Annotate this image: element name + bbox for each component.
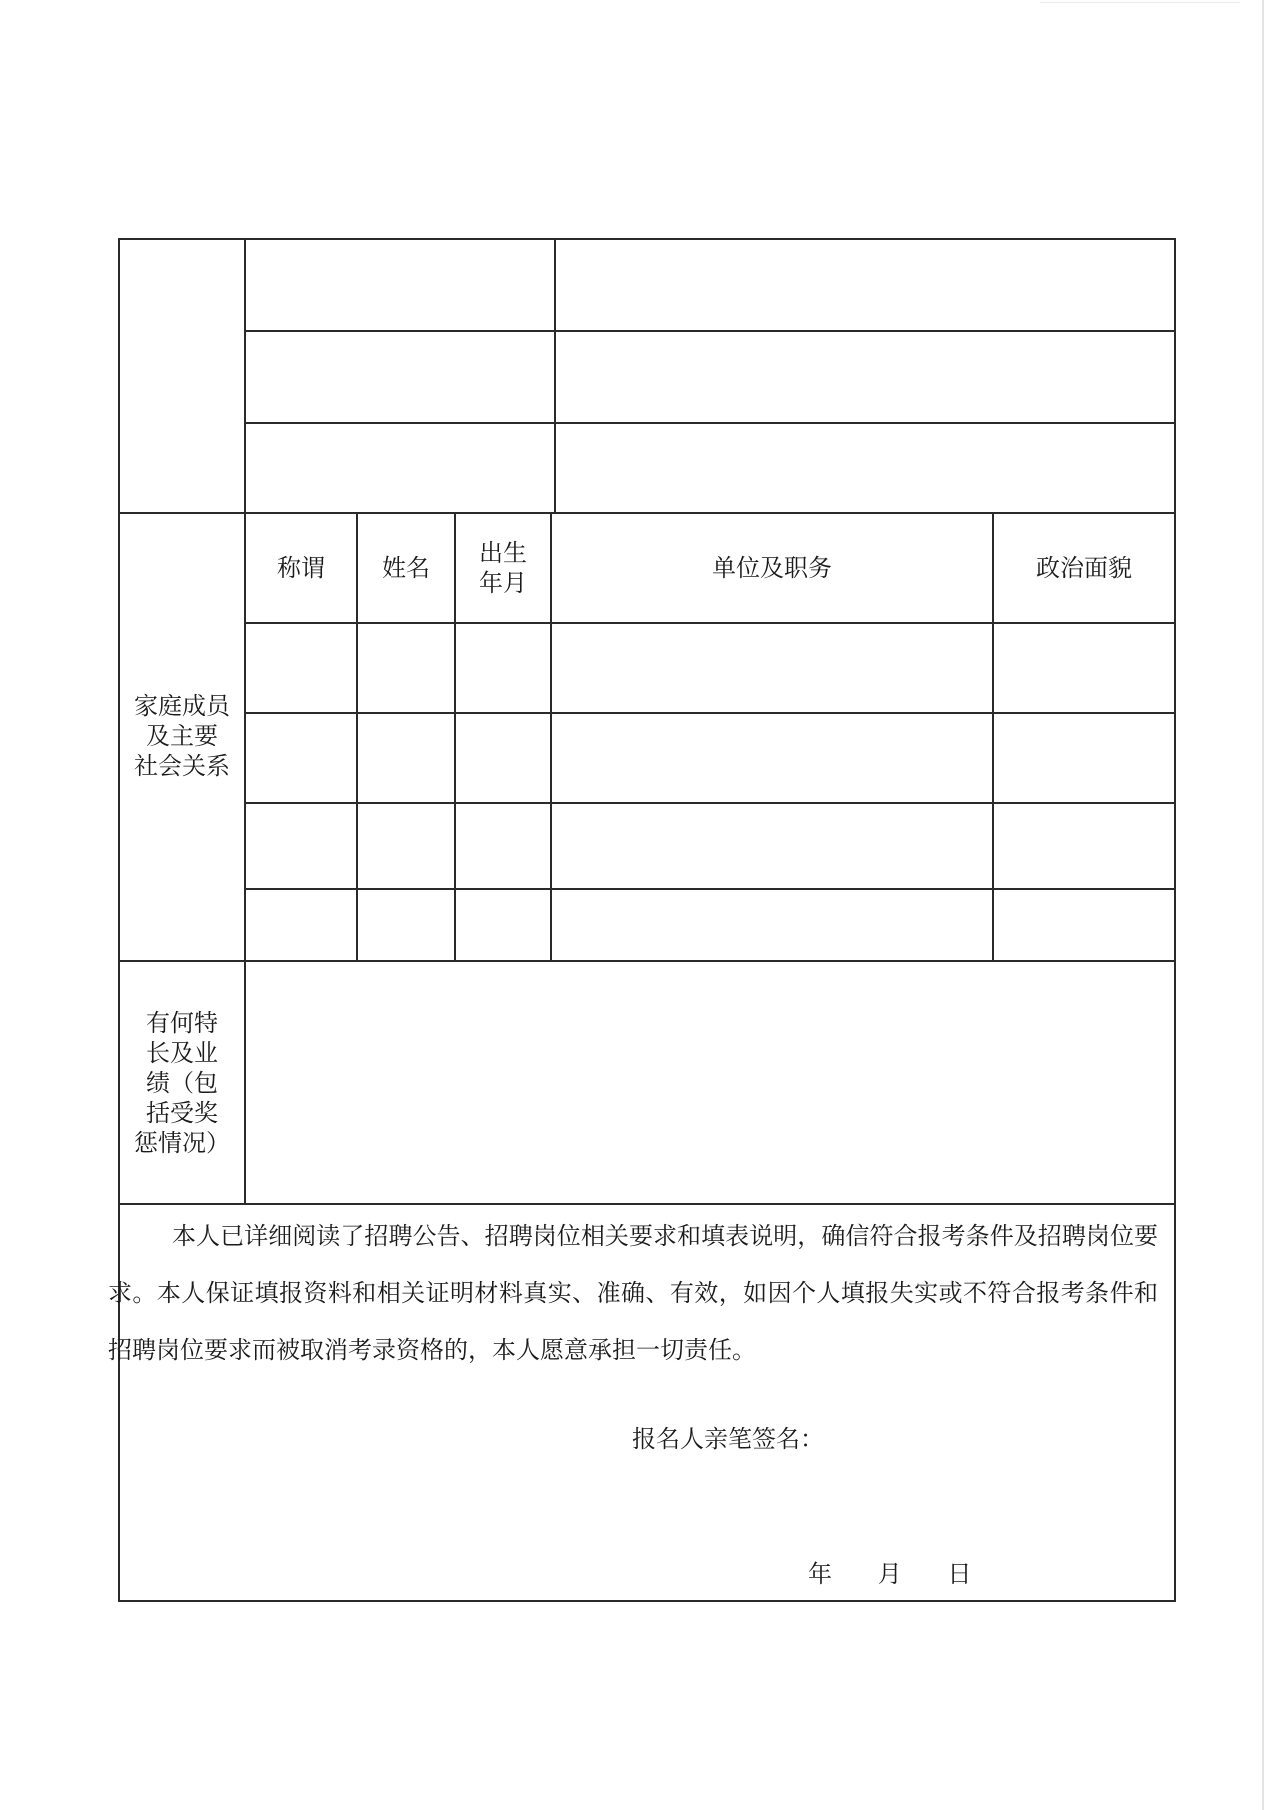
specialty-content-field[interactable] [246,962,1174,1203]
column-header-name: 姓名 [382,554,430,582]
family-section-label [120,512,244,960]
specialty-section-label [120,962,244,1203]
top-block-row-line-1 [244,330,1175,332]
column-header-birth [456,514,550,622]
family-row-1[interactable] [246,624,1174,712]
family-label-line: 社会关系 [134,752,230,780]
column-header-relation: 称谓 [277,554,325,582]
specialty-label-line: 长及业 [146,1038,218,1067]
specialty-label-line: 惩情况） [134,1128,230,1157]
scan-edge-top [1040,2,1240,3]
border-top [118,238,1176,240]
date-label: 年 月 日 [808,1560,972,1588]
specialty-label-line: 括受奖 [146,1098,218,1127]
border-right [1174,238,1176,1602]
specialty-label-line: 有何特 [146,1008,218,1037]
top-block-row-line-2 [244,422,1175,424]
family-row-2[interactable] [246,714,1174,802]
column-header-unit-position: 单位及职务 [712,554,832,582]
scan-edge-shadow [1262,0,1264,1810]
declaration-paragraph: 本人已详细阅读了招聘公告、招聘岗位相关要求和填表说明，确信符合报考条件及招聘岗位要求。本人保证填报资料和相关证明材料真实、准确、有效，如因个人填报失实或不符合报考条件和招聘岗位要求而被取消考录资格的，本人愿意承担一切责任。 [108,1222,1158,1364]
signature-label: 报名人亲笔签名： [632,1425,824,1453]
border-bottom [118,1600,1176,1602]
top-block-mid-divider [554,238,556,513]
column-header-political-status: 政治面貌 [1036,554,1132,582]
column-header-birth-line: 出生 [479,539,527,567]
family-label-line: 及主要 [146,722,218,750]
column-header-birth-line: 年月 [479,569,527,597]
family-row-3[interactable] [246,804,1174,888]
specialty-label-line: 绩（包 [146,1068,218,1097]
family-label-line: 家庭成员 [134,692,230,720]
specialty-block-separator [118,1203,1176,1205]
family-row-4[interactable] [246,890,1174,960]
